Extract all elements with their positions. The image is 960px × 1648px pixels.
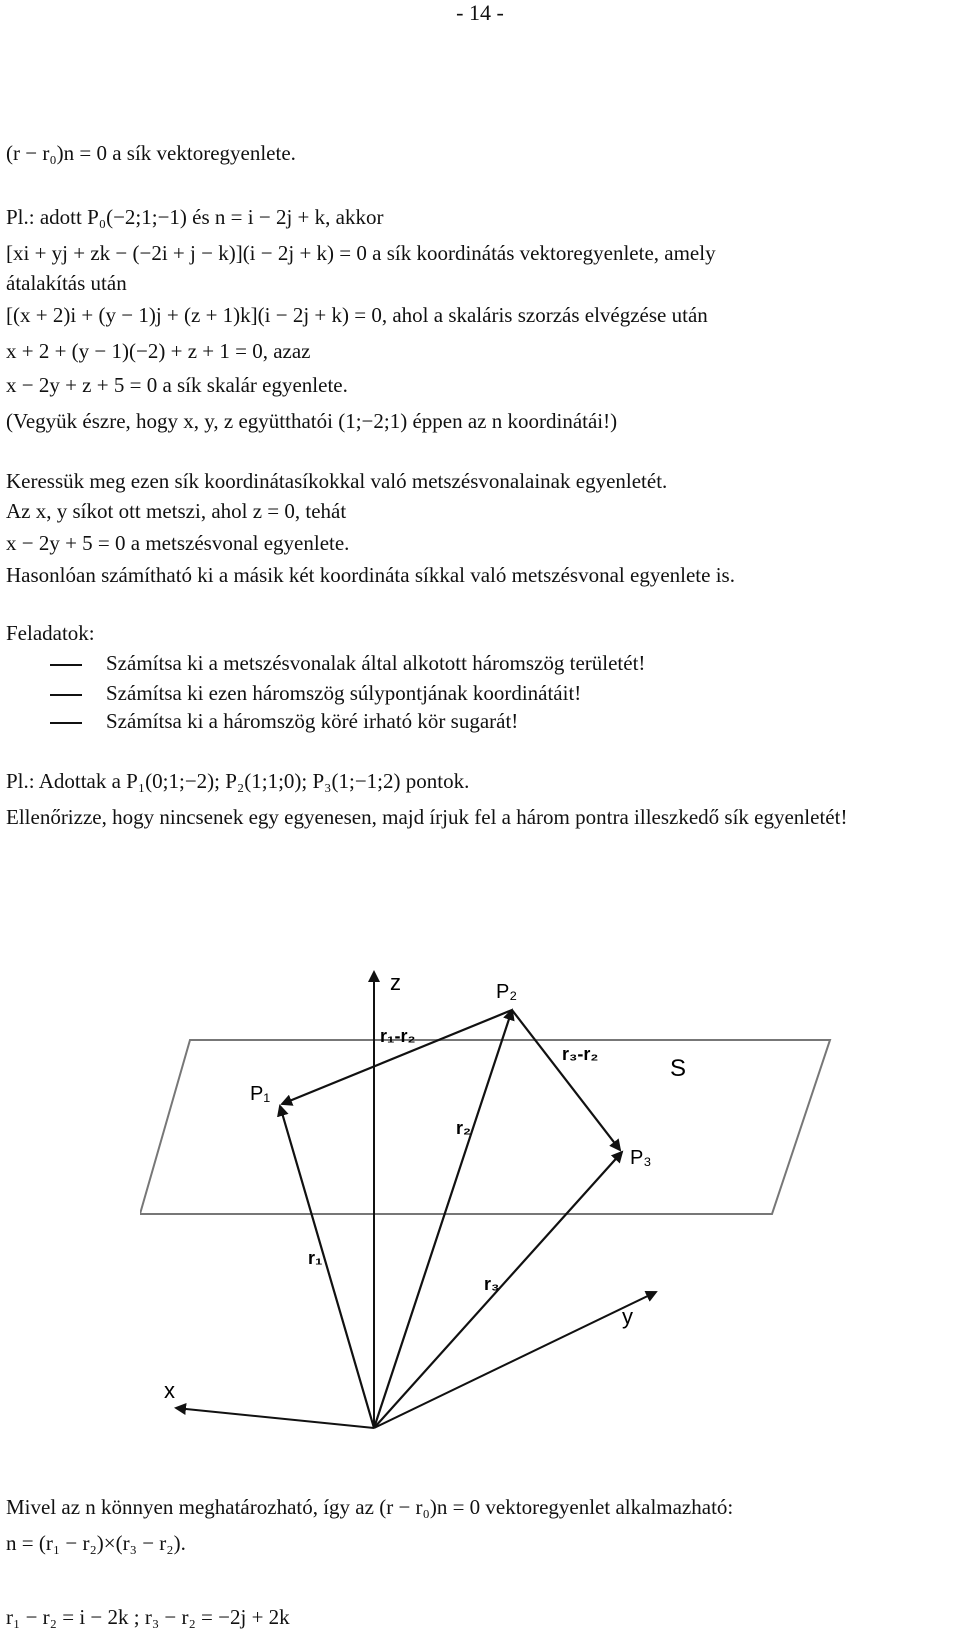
r3-r2-label: r₃-r₂ bbox=[562, 1044, 599, 1064]
normal-vector-intro-line: Mivel az n könnyen meghatározható, így az (r − r₀)n = 0 vektoregyenlet alkalmazható: bbox=[6, 1495, 734, 1519]
plane-s bbox=[140, 1040, 830, 1214]
r3-label: r₃ bbox=[484, 1274, 500, 1294]
example-points-line: Pl.: Adottak a P₁(0;1;−2); P₂(1;1;0); P₃(1;−1;2) pontok. bbox=[6, 769, 470, 793]
r1-label: r₁ bbox=[308, 1248, 323, 1268]
dash-icon bbox=[50, 722, 82, 724]
z-axis-label: z bbox=[390, 970, 401, 995]
y-axis-label: y bbox=[622, 1304, 633, 1329]
tasks-heading: Feladatok: bbox=[6, 621, 95, 645]
r1-r2-vector bbox=[282, 1010, 512, 1104]
r1-r2-label: r₁-r₂ bbox=[380, 1026, 416, 1046]
p2-label: P₂ bbox=[496, 981, 518, 1003]
similar-calculation-line: Hasonlóan számítható ki a másik két koordináta síkkal való metszésvonal egyenlete is. bbox=[6, 563, 735, 587]
x-axis-label: x bbox=[164, 1378, 175, 1403]
task-item: Számítsa ki ezen háromszög súlypontjának koordinátáit! bbox=[6, 680, 581, 706]
r1-vector bbox=[280, 1106, 374, 1428]
r3-r2-vector bbox=[512, 1010, 620, 1150]
page-number: - 14 - bbox=[456, 0, 504, 25]
p1-label: P₁ bbox=[250, 1083, 271, 1105]
dash-icon bbox=[50, 664, 82, 666]
scalar-product-line: x + 2 + (y − 1)(−2) + z + 1 = 0, azaz bbox=[6, 339, 311, 363]
transformation-line: átalakítás után bbox=[6, 271, 127, 295]
difference-vectors-line: r₁ − r₂ = i − 2k ; r₃ − r₂ = −2j + 2k bbox=[6, 1605, 290, 1629]
plane-s-label: S bbox=[670, 1055, 687, 1082]
example-point-line: Pl.: adott P₀(−2;1;−1) és n = i − 2j + k, akkor bbox=[6, 205, 384, 229]
task-item: Számítsa ki a metszésvonalak által alkotott háromszög területét! bbox=[6, 650, 645, 676]
task-item: Számítsa ki a háromszög köré irható kör sugarát! bbox=[6, 708, 518, 734]
cross-product-line: n = (r₁ − r₂)×(r₃ − r₂). bbox=[6, 1531, 186, 1555]
expanded-equation-line: [(x + 2)i + (y − 1)j + (z + 1)k](i − 2j + k) = 0, ahol a skaláris szorzás elvégzése után bbox=[6, 303, 708, 327]
p3-label: P₃ bbox=[630, 1147, 652, 1169]
xy-plane-line: Az x, y síkot ott metszi, ahol z = 0, tehát bbox=[6, 499, 347, 523]
dash-icon bbox=[50, 694, 82, 696]
r2-vector bbox=[374, 1010, 512, 1428]
check-collinear-line: Ellenőrizze, hogy nincsenek egy egyenesen, majd írjuk fel a három pontra illeszkedő sík egyenletét! bbox=[6, 805, 848, 829]
coefficients-note-line: (Vegyük észre, hogy x, y, z együtthatói (1;−2;1) éppen az n koordinátái!) bbox=[6, 409, 618, 433]
x-axis bbox=[176, 1408, 374, 1428]
r2-label: r₂ bbox=[456, 1118, 472, 1138]
vector-equation-line: (r − r₀)n = 0 a sík vektoregyenlete. bbox=[6, 141, 296, 165]
y-axis bbox=[374, 1292, 656, 1428]
intersection-intro-line: Keressük meg ezen sík koordinátasíkokkal való metszésvonalainak egyenletét. bbox=[6, 469, 668, 493]
scalar-equation-line: x − 2y + z + 5 = 0 a sík skalár egyenlete. bbox=[6, 373, 348, 397]
plane-vector-diagram bbox=[140, 968, 840, 1472]
coordinate-vector-equation-line: [xi + yj + zk − (−2i + j − k)](i − 2j + k) = 0 a sík koordinátás vektoregyenlete, amely bbox=[6, 241, 716, 265]
intersection-equation-line: x − 2y + 5 = 0 a metszésvonal egyenlete. bbox=[6, 531, 350, 555]
